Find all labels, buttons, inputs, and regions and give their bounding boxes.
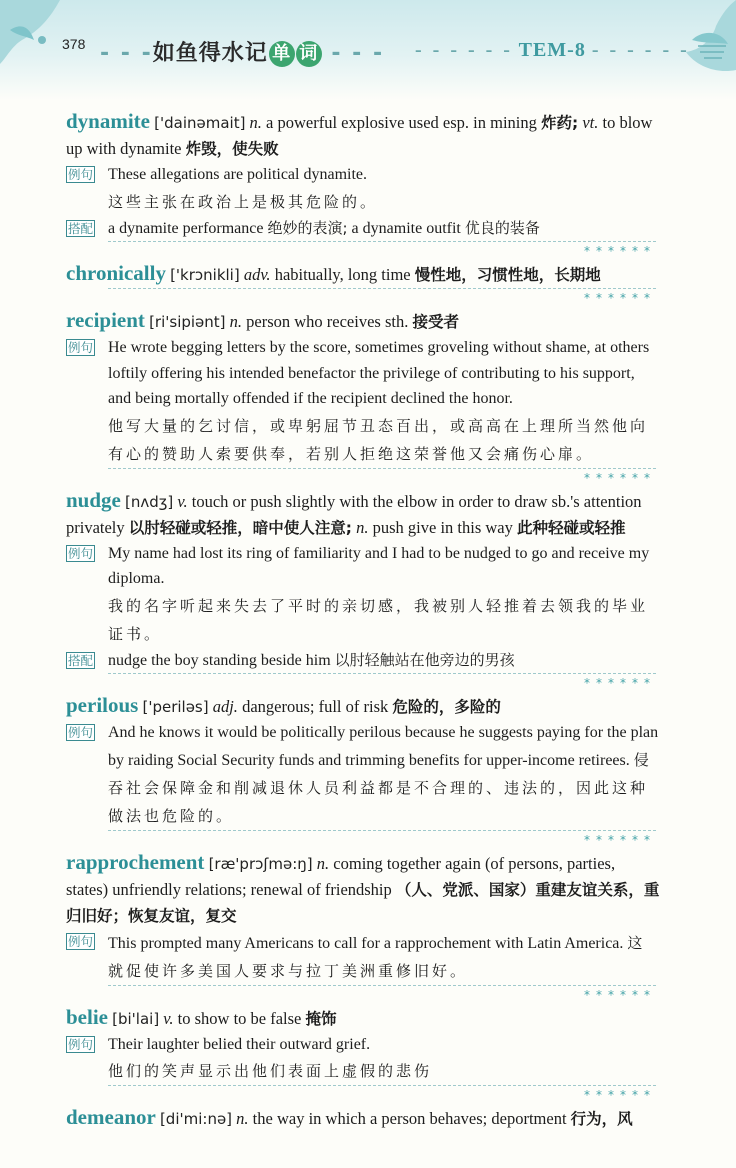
part-of-speech: vt. — [582, 113, 599, 132]
definition-zh: 接受者 — [412, 313, 459, 331]
definition-en: person who receives sth. — [246, 312, 409, 331]
headword: belie — [66, 1004, 108, 1029]
example-en: These allegations are political dynamite. — [108, 166, 368, 183]
part-of-speech: v. — [177, 491, 188, 511]
phonetic: ['periləs] — [142, 698, 209, 716]
example-zh: 这就促使许多美国人要求与拉丁美洲重修旧好。 — [108, 933, 646, 980]
entry-nudge — [66, 487, 660, 693]
collocation-block — [66, 648, 660, 674]
definition-zh: 掩饰 — [305, 1009, 337, 1028]
example-tag: 例句 — [68, 545, 94, 561]
example-block — [66, 541, 660, 648]
collocation-zh: 优良的装备 — [464, 218, 540, 237]
example-en: Their laughter belied their outward grief. — [108, 1035, 371, 1053]
definition-zh: （人、党派、国家）重建友谊关系，重归旧好；恢复友谊，复交 — [66, 880, 660, 925]
stars-icon: ****** — [584, 1088, 656, 1102]
phonetic: [ri'sipiənt] — [149, 313, 226, 331]
collocation-en: nudge the boy standing beside him — [108, 651, 331, 669]
headword: demeanor — [66, 1105, 156, 1129]
definition-zh: 此种轻碰或轻推 — [516, 518, 626, 537]
definition-line — [66, 260, 660, 288]
phonetic: ['dainəmait] — [154, 114, 246, 132]
entry-separator — [108, 241, 656, 260]
phonetic: [bi'lai] — [112, 1009, 160, 1028]
entry-belie — [66, 1004, 660, 1105]
entry-separator — [108, 288, 656, 307]
headword: nudge — [66, 487, 121, 512]
part-of-speech: adv. — [243, 265, 271, 284]
definition-en: dangerous; full of risk — [242, 697, 389, 716]
entry-separator — [108, 468, 656, 487]
example-tag: 例句 — [68, 725, 94, 740]
collocation-zh: 以肘轻触站在他旁边的男孩 — [334, 650, 515, 669]
entry-recipient — [66, 307, 660, 487]
entry-separator — [108, 985, 656, 1004]
phonetic: [di'mi:nə] — [159, 1110, 233, 1128]
definition-line — [66, 108, 660, 162]
definition-zh: 行为，风 — [570, 1110, 633, 1128]
definition-en: touch or push slightly with the elbow in order to draw sb.'s attention privately — [66, 491, 642, 537]
example-tag: 例句 — [68, 1036, 94, 1052]
example-zh: 他写大量的乞讨信，或卑躬屈节丑态百出，或高高在上理所当然他向有心的赞助人索要供奉，若别人拒绝这荣誉他又会痛伤心扉。 — [108, 416, 649, 463]
entry-separator — [108, 1085, 656, 1104]
stars-icon: ****** — [584, 470, 656, 485]
definition-en: habitually, long time — [274, 265, 411, 284]
example-block — [66, 1032, 660, 1086]
collocation-tag: 搭配 — [68, 652, 94, 668]
collocation-tag: 搭配 — [68, 220, 94, 236]
example-en: He wrote begging letters by the score, sometimes groveling without shame, at others loftily offering his intended benefactor the privilege of contributing to his support, and being mortally offended if the recipient declined the honor. — [108, 339, 650, 407]
entry-separator — [108, 673, 656, 692]
example-en: My name had lost its ring of familiarity and I had to be nudged to go and receive my diploma. — [108, 544, 650, 587]
definition-line — [66, 307, 660, 335]
collocation-block — [66, 216, 660, 242]
entry-demeanor — [66, 1104, 660, 1132]
entry-perilous — [66, 692, 660, 849]
example-zh: 他们的笑声显示出他们表面上虚假的悲伤 — [108, 1062, 433, 1080]
entry-separator — [108, 830, 656, 849]
collocation-en: a dynamite outfit — [351, 219, 461, 237]
example-block — [66, 720, 660, 830]
headword: dynamite — [66, 109, 150, 133]
stars-icon: ****** — [584, 244, 656, 258]
title-char-badge: 单 — [269, 41, 295, 67]
definition-en: coming together again (of persons, parties, states) unfriendly relations; renewal of friendship — [66, 853, 616, 899]
definition-en: to blow up with dynamite — [66, 113, 653, 158]
example-en: This prompted many Americans to call for a rapprochement with Latin America. — [108, 934, 624, 952]
definition-zh: 危险的，多险的 — [392, 698, 501, 716]
example-block — [66, 162, 660, 216]
example-en: And he knows it would be politically perilous because he suggests paying for the plan by raiding Social Security funds and trimming benefits for upper-income retirees. — [108, 724, 659, 769]
example-zh: 侵吞社会保障金和削减退休人员利益都是不合理的、违法的，因此这种做法也危险的。 — [108, 750, 652, 825]
book-title — [100, 36, 384, 67]
definition-en: to show to be false — [177, 1008, 302, 1028]
part-of-speech: n. — [249, 113, 262, 132]
exam-label — [415, 39, 690, 62]
page-header — [0, 0, 736, 100]
part-of-speech: n. — [316, 853, 330, 873]
definition-line — [66, 692, 660, 720]
stars-icon: ****** — [584, 676, 656, 690]
collocation-zh: 绝妙的表演; — [267, 218, 348, 237]
part-of-speech: adj. — [212, 697, 238, 716]
phonetic: ['krɔnikli] — [170, 266, 240, 284]
entry-chronically — [66, 260, 660, 307]
stars-icon: ****** — [584, 987, 656, 1002]
definition-zh: 炸药; — [541, 114, 579, 132]
definition-en: push give in this way — [372, 517, 513, 537]
definition-line — [66, 849, 660, 929]
headword: chronically — [66, 261, 166, 285]
part-of-speech: n. — [236, 1109, 249, 1128]
title-dashes: - - - — [100, 41, 153, 66]
part-of-speech: v. — [163, 1008, 174, 1028]
phonetic: [ræ'prɔʃmə:ŋ] — [208, 854, 313, 873]
entry-dynamite — [66, 108, 660, 260]
exam-dashes: - - - - - - — [591, 39, 690, 61]
page-number: 378 — [62, 36, 86, 52]
example-block — [66, 929, 660, 985]
title-char-badge: 词 — [296, 41, 322, 67]
title-dashes: - - - — [321, 41, 385, 66]
word-list — [66, 108, 660, 1132]
definition-en: the way in which a person behaves; deportment — [252, 1109, 567, 1128]
stars-icon: ****** — [584, 832, 656, 847]
part-of-speech: n. — [356, 517, 369, 537]
definition-zh: 炸毁，使失败 — [185, 140, 279, 158]
example-zh: 我的名字听起来失去了平时的亲切感，我被别人轻推着去领我的毕业证书。 — [108, 596, 649, 643]
book-title-text: 如鱼得水记 — [152, 41, 268, 66]
headword: rapprochement — [66, 849, 205, 874]
part-of-speech: n. — [229, 312, 243, 331]
exam-dashes: - - - - - - — [415, 39, 513, 61]
definition-zh: 慢性地，习惯性地，长期地 — [414, 266, 601, 284]
definition-en: a powerful explosive used esp. in mining — [266, 113, 537, 132]
example-block — [66, 335, 660, 468]
wave-decoration-icon — [0, 0, 110, 80]
definition-zh: 以肘轻碰或轻推，暗中使人注意; — [128, 518, 352, 537]
entry-rapprochement — [66, 849, 660, 1004]
headword: recipient — [66, 308, 145, 332]
collocation-en: a dynamite performance — [108, 219, 264, 237]
example-zh: 这些主张在政治上是极其危险的。 — [108, 192, 379, 211]
example-tag: 例句 — [68, 340, 94, 355]
exam-name: TEM-8 — [518, 39, 586, 61]
definition-line — [66, 1104, 660, 1132]
headword: perilous — [66, 693, 139, 717]
definition-line — [66, 1004, 660, 1032]
definition-line — [66, 487, 660, 541]
stars-icon: ****** — [584, 291, 656, 305]
phonetic: [nʌdʒ] — [124, 492, 174, 511]
example-tag: 例句 — [68, 933, 94, 949]
example-tag: 例句 — [68, 167, 94, 182]
